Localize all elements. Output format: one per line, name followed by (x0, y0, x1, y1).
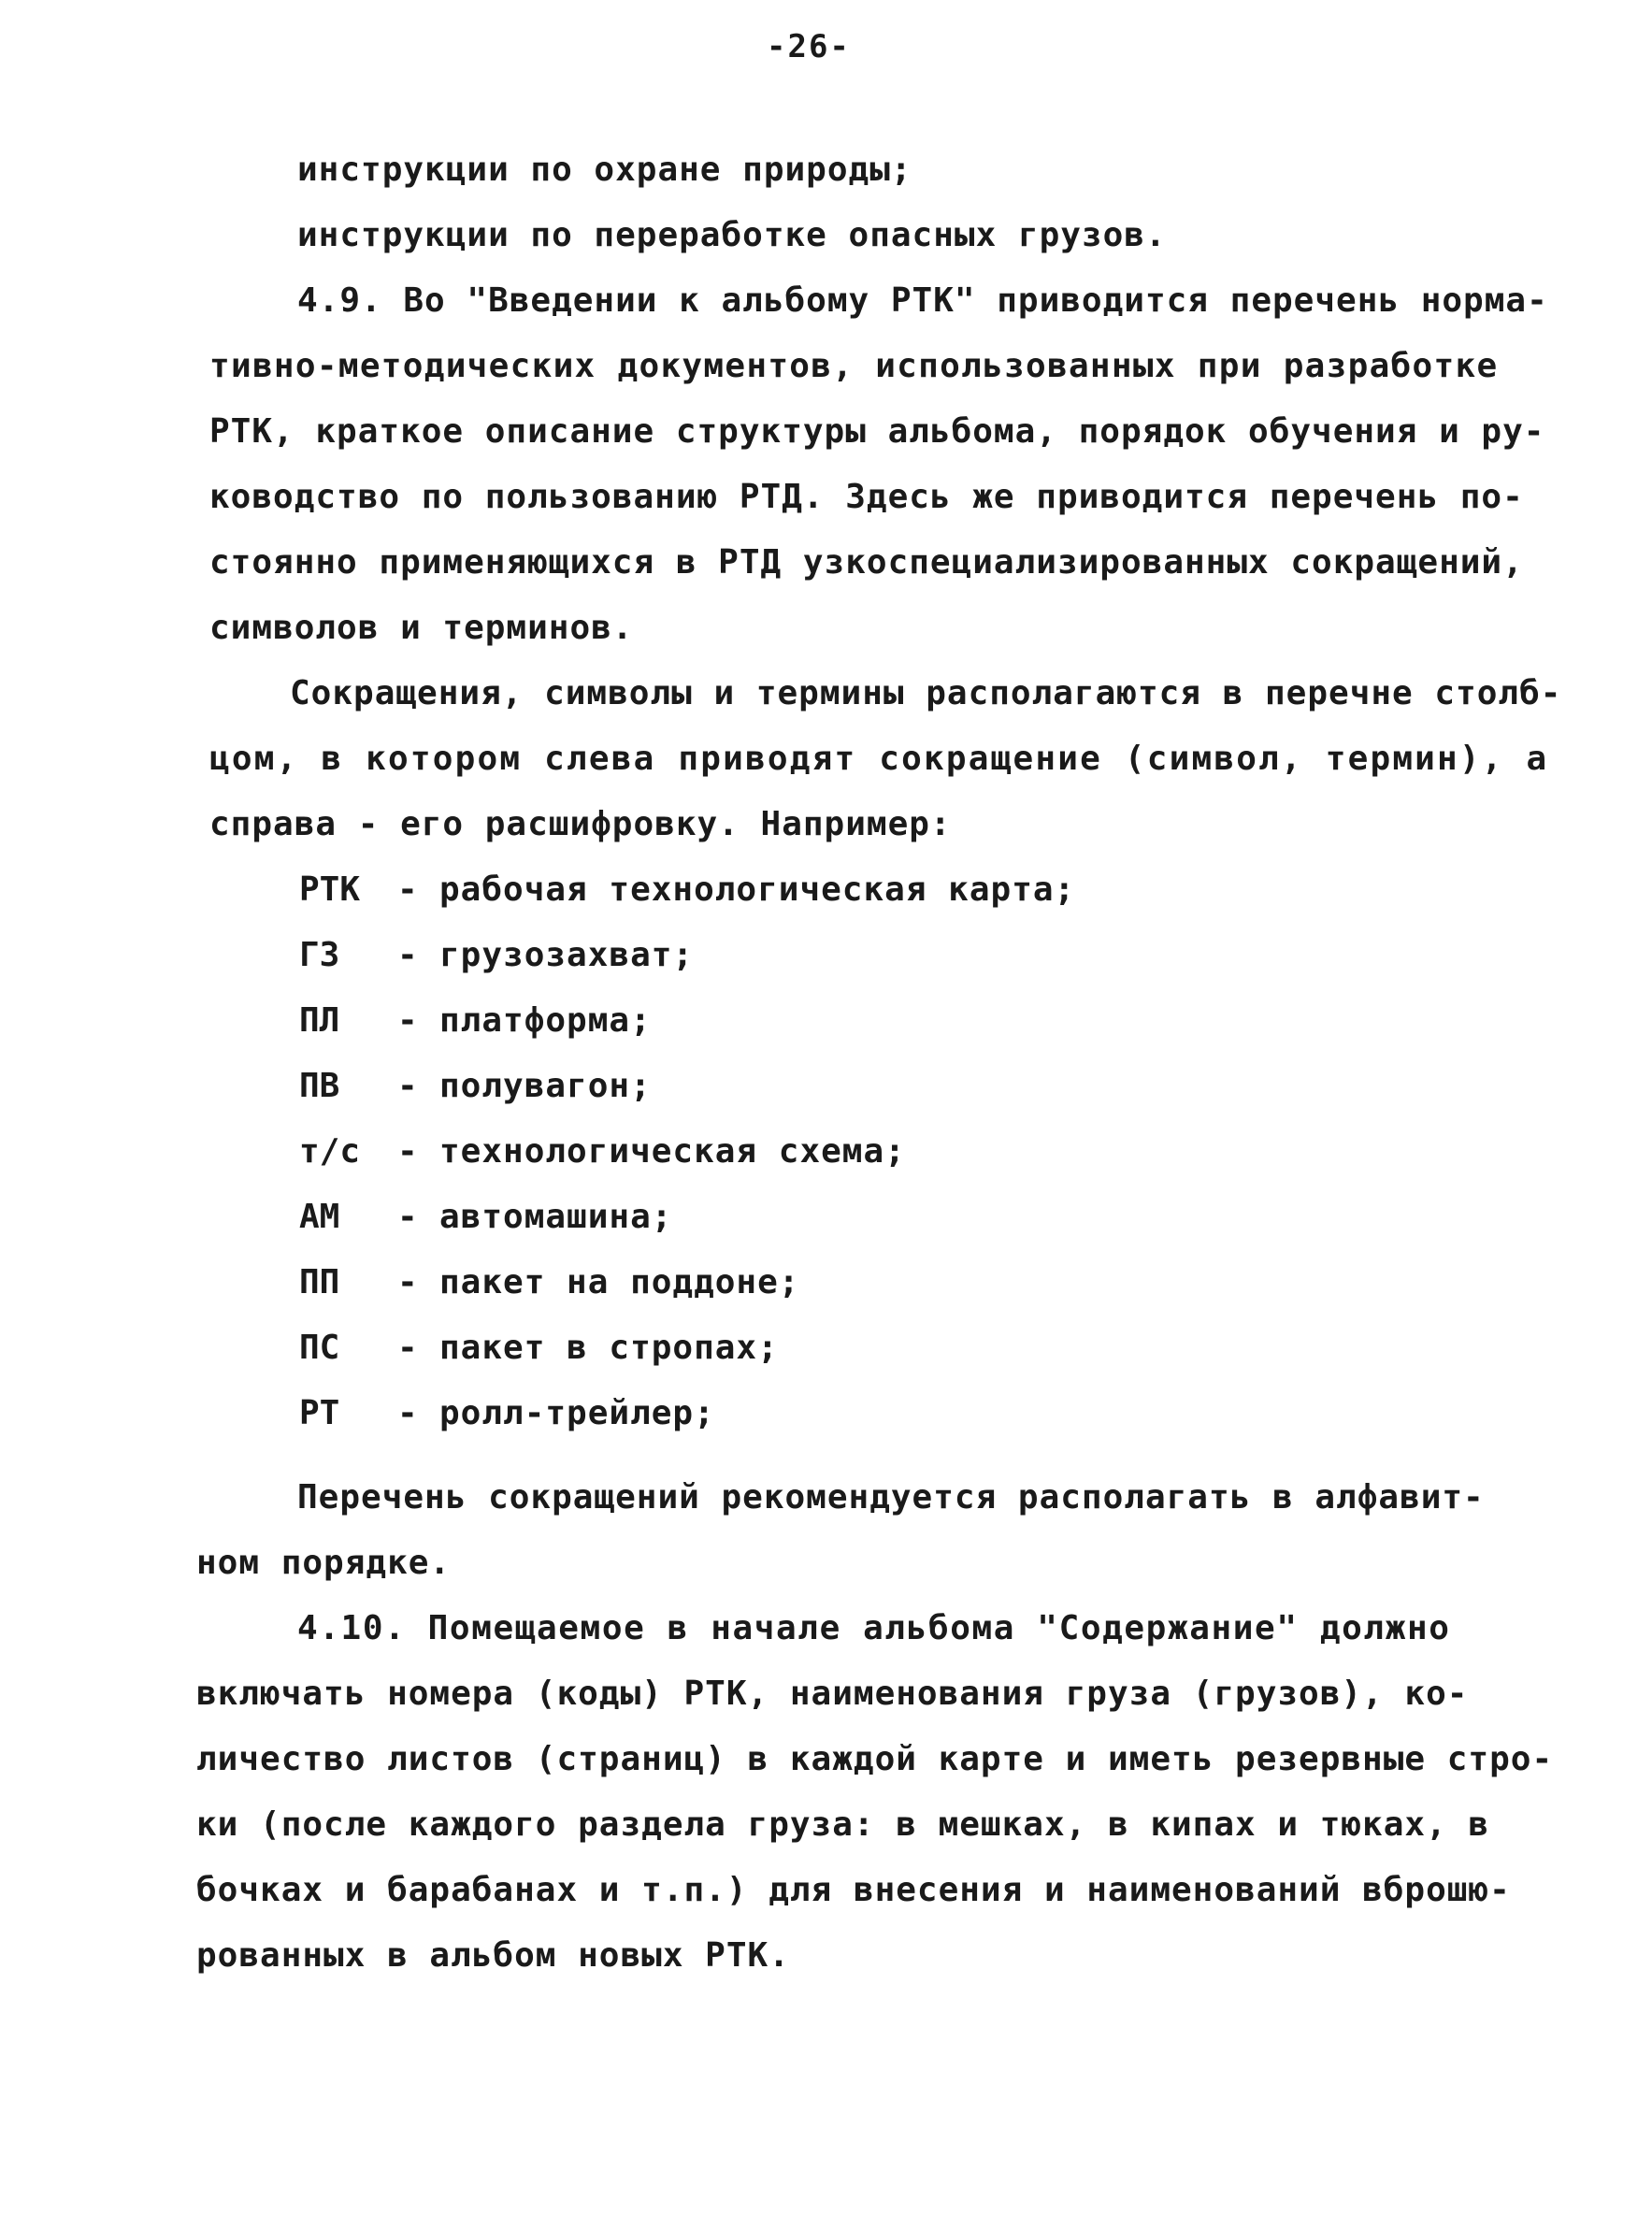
text-line: бочках и барабанах и т.п.) для внесения и наименований вброшю- (196, 1871, 1511, 1909)
abbreviation-definition: полувагон; (439, 1067, 652, 1105)
text-line: инструкции по охране природы; (297, 151, 912, 189)
text-line: Сокращения, символы и термины располагаются в перечне столб- (290, 674, 1562, 712)
abbreviation-definition: пакет на поддоне; (439, 1263, 800, 1301)
abbreviation-dash: - (397, 1001, 418, 1040)
abbreviation: АМ (299, 1198, 340, 1236)
page-number: -26- (767, 28, 851, 65)
abbreviation-definition: пакет в стропах; (439, 1329, 779, 1367)
abbreviation: ПВ (299, 1067, 340, 1105)
abbreviation-dash: - (397, 1263, 418, 1301)
abbreviation-dash: - (397, 1329, 418, 1367)
abbreviation-dash: - (397, 1132, 418, 1171)
abbreviation: РТ (299, 1394, 340, 1432)
text-line: включать номера (коды) РТК, наименования груза (грузов), ко- (196, 1675, 1469, 1713)
abbreviation-dash: - (397, 936, 418, 974)
text-line: ководство по пользованию РТД. Здесь же приводится перечень по- (209, 478, 1524, 516)
abbreviation-definition: технологическая схема; (439, 1132, 906, 1171)
abbreviation: РТК (299, 870, 361, 909)
text-line: ном порядке. (196, 1544, 452, 1582)
abbreviation: ГЗ (299, 936, 340, 974)
abbreviation-definition: автомашина; (439, 1198, 673, 1236)
text-line: рованных в альбом новых РТК. (196, 1936, 790, 1975)
text-line: символов и терминов. (209, 609, 634, 647)
abbreviation-definition: грузозахват; (439, 936, 695, 974)
abbreviation-dash: - (397, 1198, 418, 1236)
abbreviation: ПС (299, 1329, 340, 1367)
abbreviation: т/с (299, 1132, 361, 1171)
text-line: 4.10. Помещаемое в начале альбома "Содержание" должно (297, 1609, 1451, 1647)
abbreviation-dash: - (397, 870, 418, 909)
abbreviation-dash: - (397, 1067, 418, 1105)
text-line: ки (после каждого раздела груза: в мешках, в кипах и тюках, в (196, 1805, 1490, 1844)
text-line: инструкции по переработке опасных грузов. (297, 216, 1167, 254)
text-line: справа - его расшифровку. Например: (209, 805, 952, 843)
text-line: тивно-методических документов, использованных при разработке (209, 347, 1499, 385)
text-line: личество листов (страниц) в каждой карте и иметь резервные стро- (196, 1740, 1554, 1778)
abbreviation-definition: ролл-трейлер; (439, 1394, 715, 1432)
text-line: 4.9. Во "Введении к альбому РТК" приводится перечень норма- (297, 281, 1548, 320)
text-line: стоянно применяющихся в РТД узкоспециализированных сокращений, (209, 543, 1524, 582)
abbreviation-dash: - (397, 1394, 418, 1432)
abbreviation-definition: платформа; (439, 1001, 652, 1040)
text-line: Перечень сокращений рекомендуется располагать в алфавит- (297, 1478, 1485, 1517)
abbreviation: ПЛ (299, 1001, 340, 1040)
abbreviation: ПП (299, 1263, 340, 1301)
text-line: цом, в котором слева приводят сокращение (символ, термин), а (209, 740, 1549, 778)
abbreviation-definition: рабочая технологическая карта; (439, 870, 1076, 909)
text-line: РТК, краткое описание структуры альбома, порядок обучения и ру- (209, 412, 1545, 451)
